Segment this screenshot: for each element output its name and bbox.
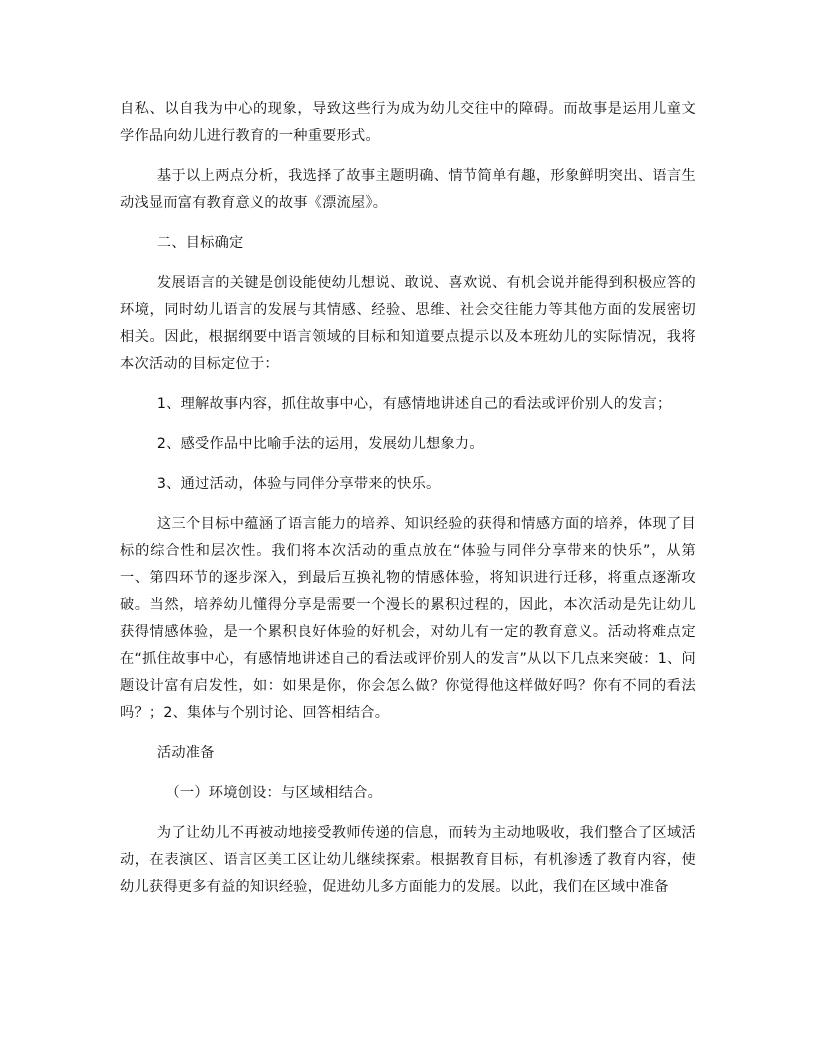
paragraph-language-development: 发展语言的关键是创设能使幼儿想说、敢说、喜欢说、有机会说并能得到积极应答的环境，同时幼儿语言的发展与其情感、经验、思维、社会交往能力等其他方面的发展密切相关。因此，根据纲要中语言领域的目标和知道要点提示以及本班幼儿的实际情况，我将本次活动的目标定位于：: [120, 275, 696, 372]
goal-item-1: 1、理解故事内容，抓住故事中心，有感情地讲述自己的看法或评价别人的发言；: [156, 396, 672, 412]
goal-item-2: 2、感受作品中比喻手法的运用，发展幼儿想象力。: [156, 436, 484, 452]
paragraph-continuation: 自私、以自我为中心的现象，导致这些行为成为幼儿交往中的障碍。而故事是运用儿童文学作品向幼儿进行教育的一种重要形式。: [120, 101, 696, 144]
section-heading-goals: 二、目标确定: [156, 235, 244, 251]
subheading-environment: （一）环境创设：与区域相结合。: [165, 785, 383, 801]
paragraph-goal-explanation: 这三个目标中蕴涵了语言能力的培养、知识经验的获得和情感方面的培养，体现了目标的综合性和层次性。我们将本次活动的重点放在“体验与同伴分享带来的快乐”，从第一、第四环节的逐步深入，到最后互换礼物的情感体验，将知识进行迁移，将重点逐渐攻破。当然，培养幼儿懂得分享是需要一个漫长的累积过程的，因此，本次活动是先让幼儿获得情感体验，是一个累积良好体验的好机会，对幼儿有一定的教育意义。活动将难点定在“抓住故事中心，有感情地讲述自己的看法或评价别人的发言”从以下几点来突破：1、问题设计富有启发性，如：如果是你，你会怎么做？你觉得他这样做好吗？你有不同的看法吗？；2、集体与个别讨论、回答相结合。: [120, 516, 696, 721]
goal-item-3: 3、通过活动，体验与同伴分享带来的快乐。: [156, 476, 441, 492]
paragraph-analysis: 基于以上两点分析，我选择了故事主题明确、情节简单有趣，形象鲜明突出、语言生动浅显而富有教育意义的故事《漂流屋》。: [120, 168, 696, 211]
document-body: [120, 96, 696, 914]
section-heading-preparation: 活动准备: [156, 745, 215, 761]
paragraph-environment: 为了让幼儿不再被动地接受教师传递的信息，而转为主动地吸收，我们整合了区域活动，在表演区、语言区美工区让幼儿继续探索。根据教育目标，有机渗透了教育内容，使幼儿获得更多有益的知识经验，促进幼儿多方面能力的发展。以此，我们在区域中准备: [120, 825, 696, 895]
